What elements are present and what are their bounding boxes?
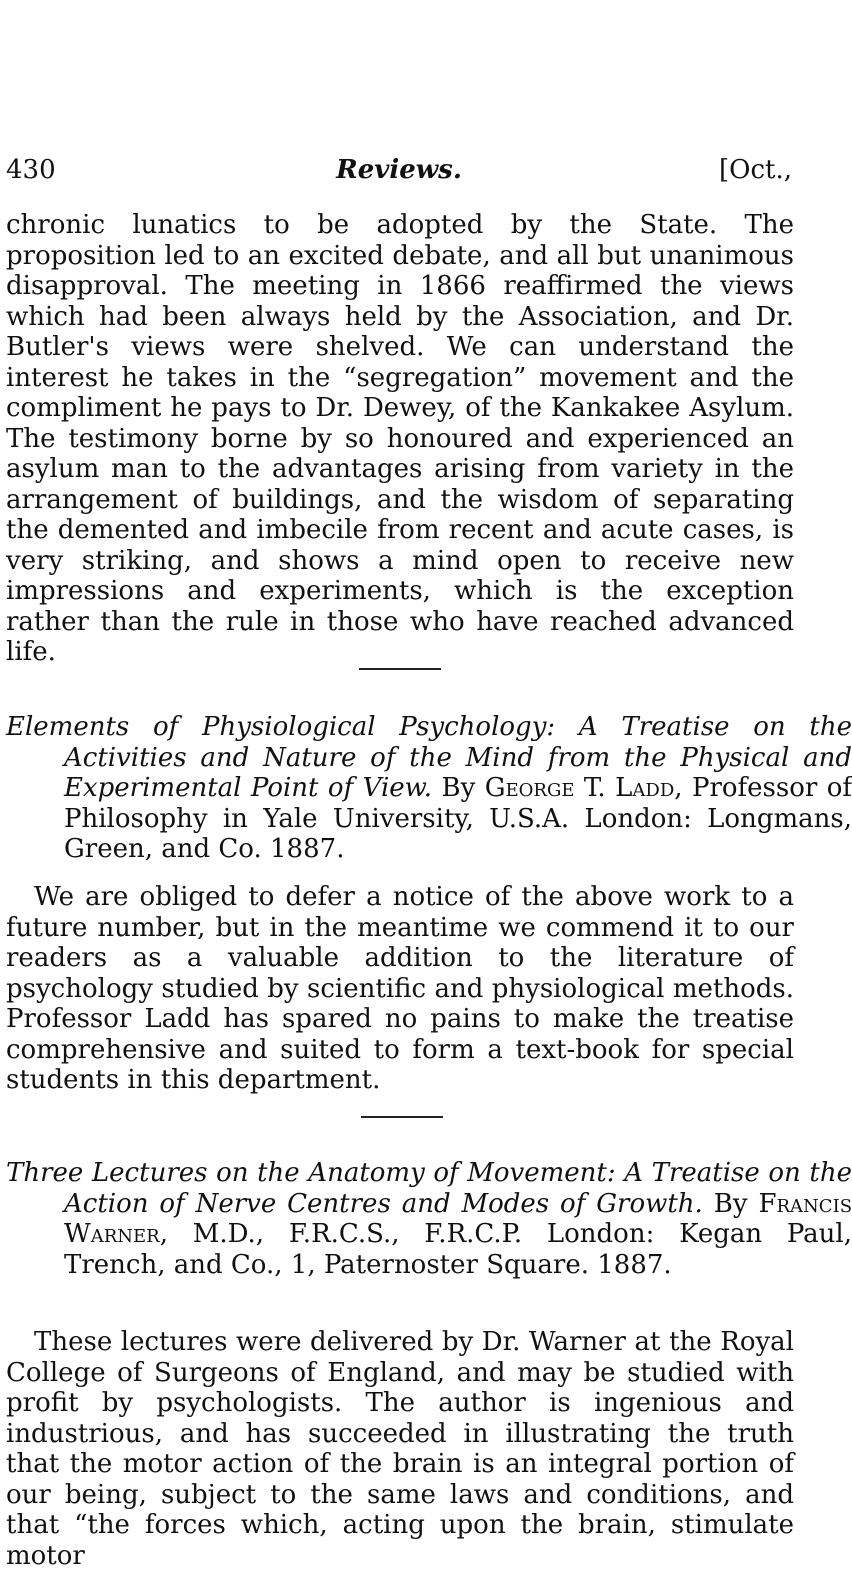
continued-paragraph: chronic lunatics to be adopted by the State. The proposition led to an excited debate, and all but unanimous disapproval. The meeting in 1866 reaffirmed the views which had been always held by the Association, and Dr. Butler's views were shelved. We can understand the interest he takes in the “segregation” movement and the compliment he pays to Dr. Dewey, of the Kankakee Asylum. The testimony borne by so honoured and experienced an asylum man to the advantages arising from variety in the arrangement of buildings, and the wisdom of separating the demented and imbecile from recent and acute cases, is very striking, and shows a mind open to receive new impressions and experiments, which is the exception rather than the rule in those who have reached advanced life. bbox=[6, 210, 794, 667]
section-divider bbox=[361, 1116, 443, 1118]
book-author: George T. Ladd, bbox=[484, 773, 683, 803]
section-divider bbox=[359, 668, 441, 670]
by-label: By bbox=[441, 773, 476, 803]
publication-details: Professor of Philosophy in Yale University, U.S.A. London: Longmans, Green, and Co. 1887. bbox=[64, 773, 852, 864]
by-label: By bbox=[713, 1188, 748, 1219]
header-date: [Oct., bbox=[719, 155, 792, 185]
publication-details: M.D., F.R.C.S., F.R.C.P. London: Kegan Paul, Trench, and Co., 1, Paternoster Square. 1887. bbox=[64, 1219, 852, 1280]
book-title: Elements of Physiological Psychology: A Treatise on the Activities and Nature of the Mind from the Physical and Experimental Point of View. bbox=[6, 712, 852, 803]
review-body-ladd: We are obliged to defer a notice of the above work to a future number, but in the meantime we commend it to our readers as a valuable addition to the literature of psychology studied by scientific and physiological methods. Professor Ladd has spared no pains to make the treatise comprehensive and suited to form a text-book for special students in this department. bbox=[6, 882, 794, 1095]
running-title: Reviews. bbox=[336, 155, 462, 185]
book-author: Francis Warner, bbox=[64, 1188, 852, 1249]
book-title: Three Lectures on the Anatomy of Movement: A Treatise on the Action of Nerve Centres and Modes of Growth. bbox=[6, 1158, 852, 1219]
page-number: 430 bbox=[6, 155, 56, 185]
page-header bbox=[6, 150, 792, 190]
review-heading-warner bbox=[6, 1158, 852, 1280]
review-body-warner: These lectures were delivered by Dr. Warner at the Royal College of Surgeons of England, and may be studied with profit by psychologists. The author is ingenious and industrious, and has succeeded in illustrating the truth that the motor action of the brain is an integral portion of our being, subject to the same laws and conditions, and that “the forces which, acting upon the brain, stimulate motor bbox=[6, 1327, 794, 1571]
review-heading-ladd bbox=[6, 712, 852, 865]
